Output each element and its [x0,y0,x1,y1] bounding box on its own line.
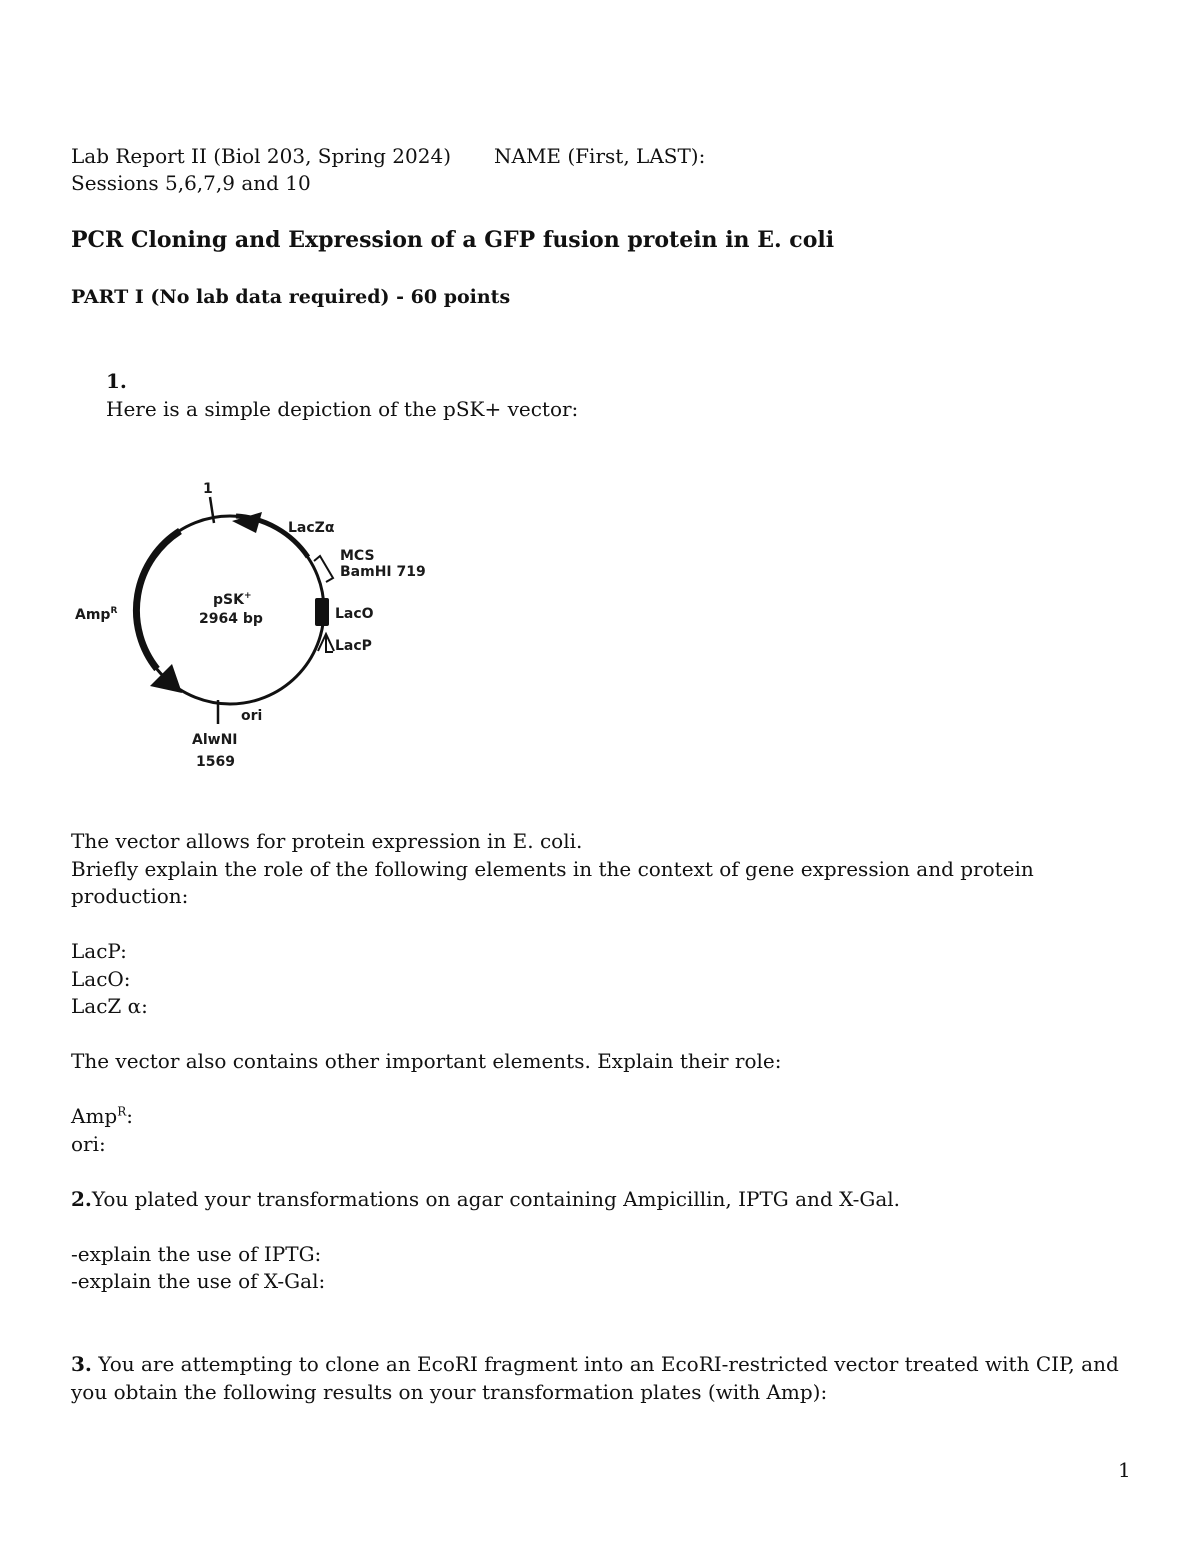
q1-text-2: Briefly explain the role of the following elements in the context of gene expression and protein [71,857,1034,881]
question-1-number: 1. [106,369,127,393]
ampr-prompt: Amp$^R$: [71,1104,134,1128]
laco-box [315,598,329,626]
label-lacz: LacZα [288,520,335,536]
name-label: NAME (First, LAST): [494,144,706,168]
label-bamhi: BamHI 719 [340,564,426,580]
label-ori: ori [241,708,263,724]
question-1-intro: Here is a simple depiction of the pSK+ vector: [106,397,579,421]
ori-prompt: ori: [71,1132,106,1156]
label-size: 2964 bp [199,611,263,627]
lacp-prompt: LacP: [71,939,127,963]
header-line-1: Lab Report II (Biol 203, Spring 2024) [71,144,451,168]
laco-prompt: LacO: [71,967,131,991]
part-heading: PART I (No lab data required) - 60 points [71,286,511,308]
label-laco: LacO [335,606,374,622]
label-alwni-position: 1569 [196,754,235,770]
label-alwni: AlwNI [192,732,238,748]
label-lacp: LacP [335,638,372,654]
label-mcs: MCS [340,548,375,564]
label-position-1: 1 [203,481,213,497]
header-line-2: Sessions 5,6,7,9 and 10 [71,171,311,195]
iptg-prompt: -explain the use of IPTG: [71,1242,322,1266]
ampr-arc [136,531,180,669]
question-2 [71,1186,900,1213]
psk-vector-diagram [0,0,520,800]
page-title: PCR Cloning and Expression of a GFP fusion protein in E. coli [71,227,835,253]
label-psk: pSK+ [213,591,252,608]
question-3-number: 3. [71,1352,92,1376]
question-3-line-1: 3. You are attempting to clone an EcoRI fragment into an EcoRI-restricted vector treated with CIP, and [71,1352,1119,1376]
lacz-prompt: LacZ α: [71,994,148,1018]
xgal-prompt: -explain the use of X-Gal: [71,1269,326,1293]
page-number: 1 [1118,1458,1131,1482]
q1-text-3: production: [71,884,189,908]
question-2-text: You plated your transformations on agar containing Ampicillin, IPTG and X-Gal. [91,1187,901,1211]
label-amp: Amp$^R$ [75,606,118,623]
q1-text-1: The vector allows for protein expression in E. coli. [71,829,583,853]
question-2-number: 2. [71,1187,92,1211]
question-3-line-2: you obtain the following results on your transformation plates (with Amp): [71,1380,828,1404]
q1-text-4: The vector also contains other important elements. Explain their role: [71,1049,782,1073]
